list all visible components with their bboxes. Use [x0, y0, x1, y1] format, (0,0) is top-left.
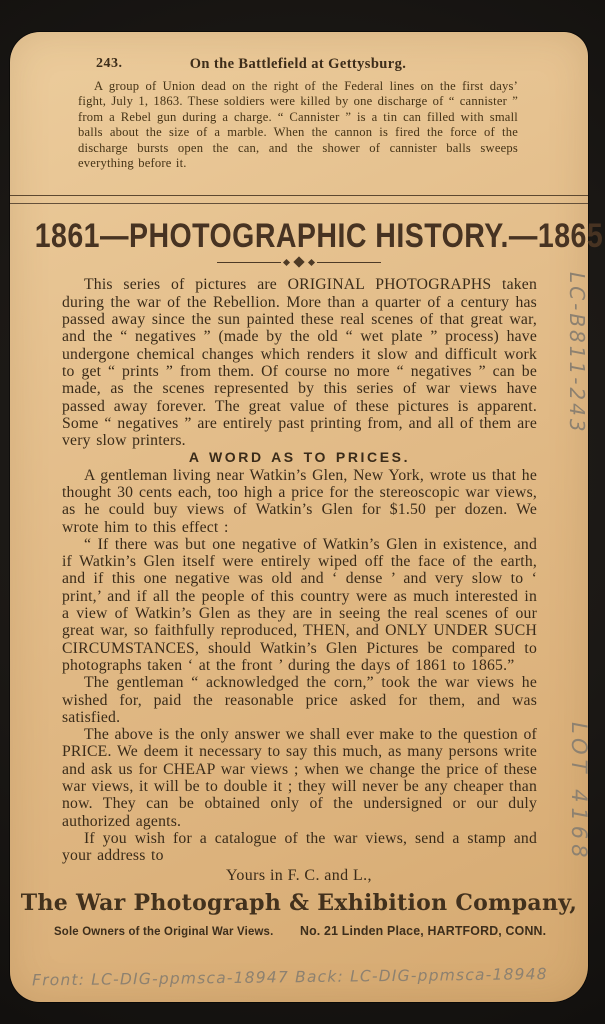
advertisement-body [62, 276, 537, 864]
photo-title: On the Battlefield at Gettysburg. [189, 56, 407, 72]
paragraph: A gentleman living near Watkin’s Glen, New York, wrote us that he thought 30 cents each, too high a price for the stereoscopic war views, as he could buy views of Watkin’s Glen for $1.50 per dozen. We wrote him to this effect : [62, 466, 537, 536]
handwritten-lot-number: LOT 4168 [567, 722, 591, 863]
caption-text: A group of Union dead on the right of the Federal lines on the first days’ fight, July 1, 1863. These soldiers were killed by one discharge of “ cannister ” from a Rebel gun during a charge. “ Cannister ” is a tin can filled with small balls about the size of a marble. When the cannon is fired the force of the discharge bursts open the can, and the shower of cannister balls sweeps everything before it. [78, 79, 518, 171]
handwritten-catalog-ids: Front: LC-DIG-ppmsca-18947 Back: LC-DIG-ppmsca-18948 [31, 965, 548, 990]
prices-heading: A WORD AS TO PRICES. [188, 449, 411, 466]
company-address: No. 21 Linden Place, HARTFORD, CONN. [299, 922, 546, 938]
paragraph: The above is the only answer we shall ever make to the question of PRICE. We deem it necessary to say this much, as many persons write and ask us for CHEAP war views ; when we change the price of these war views, it will be to double it ; they will never be any cheaper than now. They can be obtained only of the undersigned or our duly authorized agents. [62, 726, 537, 830]
ornament-line [217, 262, 281, 263]
paragraph: This series of pictures are ORIGINAL PHOTOGRAPHS taken during the war of the Rebellion. More than a quarter of a century has passed away since the sun painted these real scenes of that great war, and the “ negatives ” (made by the old “ wet plate ” process) have undergone chemical changes which renders it slow and difficult work to get “ prints ” from them. Of course no more “ negatives ” can be made, as the scenes represented by this series of war views have passed away forever. The great value of these pictures is apparent. Some “ negatives ” are entirely past printing from, and all of them are very slow printers. [62, 276, 537, 450]
handwritten-negative-number: LC-B811-243 [565, 272, 589, 435]
rule-line [10, 203, 588, 204]
paragraph: “ If there was but one negative of Watkin’s Glen in existence, and if Watkin’s Glen itself were entirely wiped off the face of the earth, and if this one negative was old and ‘ dense ’ and very slow to ‘ print,’ and if all the people of this country were as much interested in a view of Watkin’s Glen as they are in seeing the real scenes of our great war, so faithfully reproduced, THEN, and ONLY UNDER SUCH CIRCUMSTANCES, should Watkin’s Glen Pictures be compared to photographs taken ‘ at the front ’ during the days of 1861 to 1865.” [62, 535, 537, 674]
masthead-title: 1861—PHOTOGRAPHIC HISTORY.—1865 [34, 216, 604, 256]
ornament-line [317, 262, 381, 263]
imprint-row [54, 923, 546, 938]
caption-header [78, 56, 518, 74]
sole-owners-note: Sole Owners of the Original War Views. [54, 923, 274, 938]
masthead [10, 216, 604, 256]
paragraph: If you wish for a catalogue of the war views, send a stamp and your address to [62, 829, 537, 865]
signature-line: Yours in F. C. and L., [226, 866, 372, 884]
rule-line [10, 195, 588, 196]
caption-section [78, 56, 518, 171]
double-rule [10, 195, 588, 204]
stereograph-card-back [10, 32, 604, 1002]
catalog-number: 243. [96, 56, 123, 71]
divider-ornament [10, 258, 588, 266]
ornament-diamond-icon [293, 257, 304, 268]
ornament-diamond-icon [308, 259, 315, 266]
paragraph: The gentleman “ acknowledged the corn,” took the war views he wished for, paid the reasonable price asked for them, and was satisfied. [62, 674, 537, 726]
ornament-diamond-icon [283, 259, 290, 266]
company-name: The War Photograph & Exhibition Company, [20, 889, 578, 916]
